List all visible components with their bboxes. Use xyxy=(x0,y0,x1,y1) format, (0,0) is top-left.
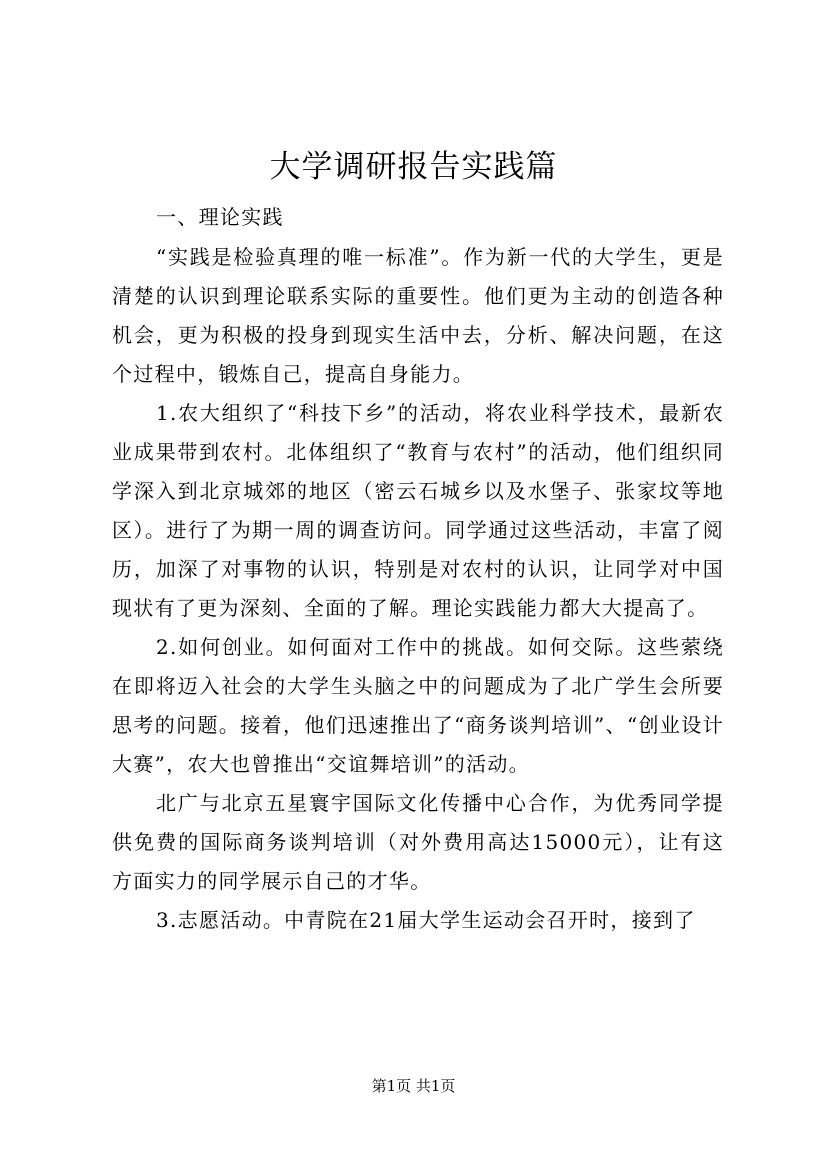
section-heading: 一、理论实践 xyxy=(156,205,284,229)
document-body xyxy=(112,196,724,940)
paragraph: 1.农大组织了“科技下乡”的活动，将农业科学技术，最新农业成果带到农村。北体组织了“教育与农村”的活动，他们组织同学深入到北京城郊的地区（密云石城乡以及水堡子、张家坟等地区）。进行了为期一周的调查访问。同学通过这些活动，丰富了阅历，加深了对事物的认识，特别是对农村的认识，让同学对中国现状有了更为深刻、全面的了解。理论实践能力都大大提高了。 xyxy=(112,401,724,620)
paragraph: 北广与北京五星寰宇国际文化传播中心合作，为优秀同学提供免费的国际商务谈判培训（对外费用高达15000元），让有这方面实力的同学展示自己的才华。 xyxy=(112,791,724,893)
document-title: 大学调研报告实践篇 xyxy=(269,149,558,185)
paragraph: “实践是检验真理的唯一标准”。作为新一代的大学生，更是清楚的认识到理论联系实际的重要性。他们更为主动的创造各种机会，更为积极的投身到现实生活中去，分析、解决问题，在这个过程中，锻炼自己，提高自身能力。 xyxy=(112,245,724,386)
paragraph: 2.如何创业。如何面对工作中的挑战。如何交际。这些萦绕在即将迈入社会的大学生头脑之中的问题成为了北广学生会所要思考的问题。接着，他们迅速推出了“商务谈判培训”、“创业设计大赛”，农大也曾推出“交谊舞培训”的活动。 xyxy=(112,635,724,776)
page-footer: 第1页 共1页 xyxy=(371,1077,456,1095)
paragraph: 3.志愿活动。中青院在21届大学生运动会召开时，接到了 xyxy=(156,908,696,932)
